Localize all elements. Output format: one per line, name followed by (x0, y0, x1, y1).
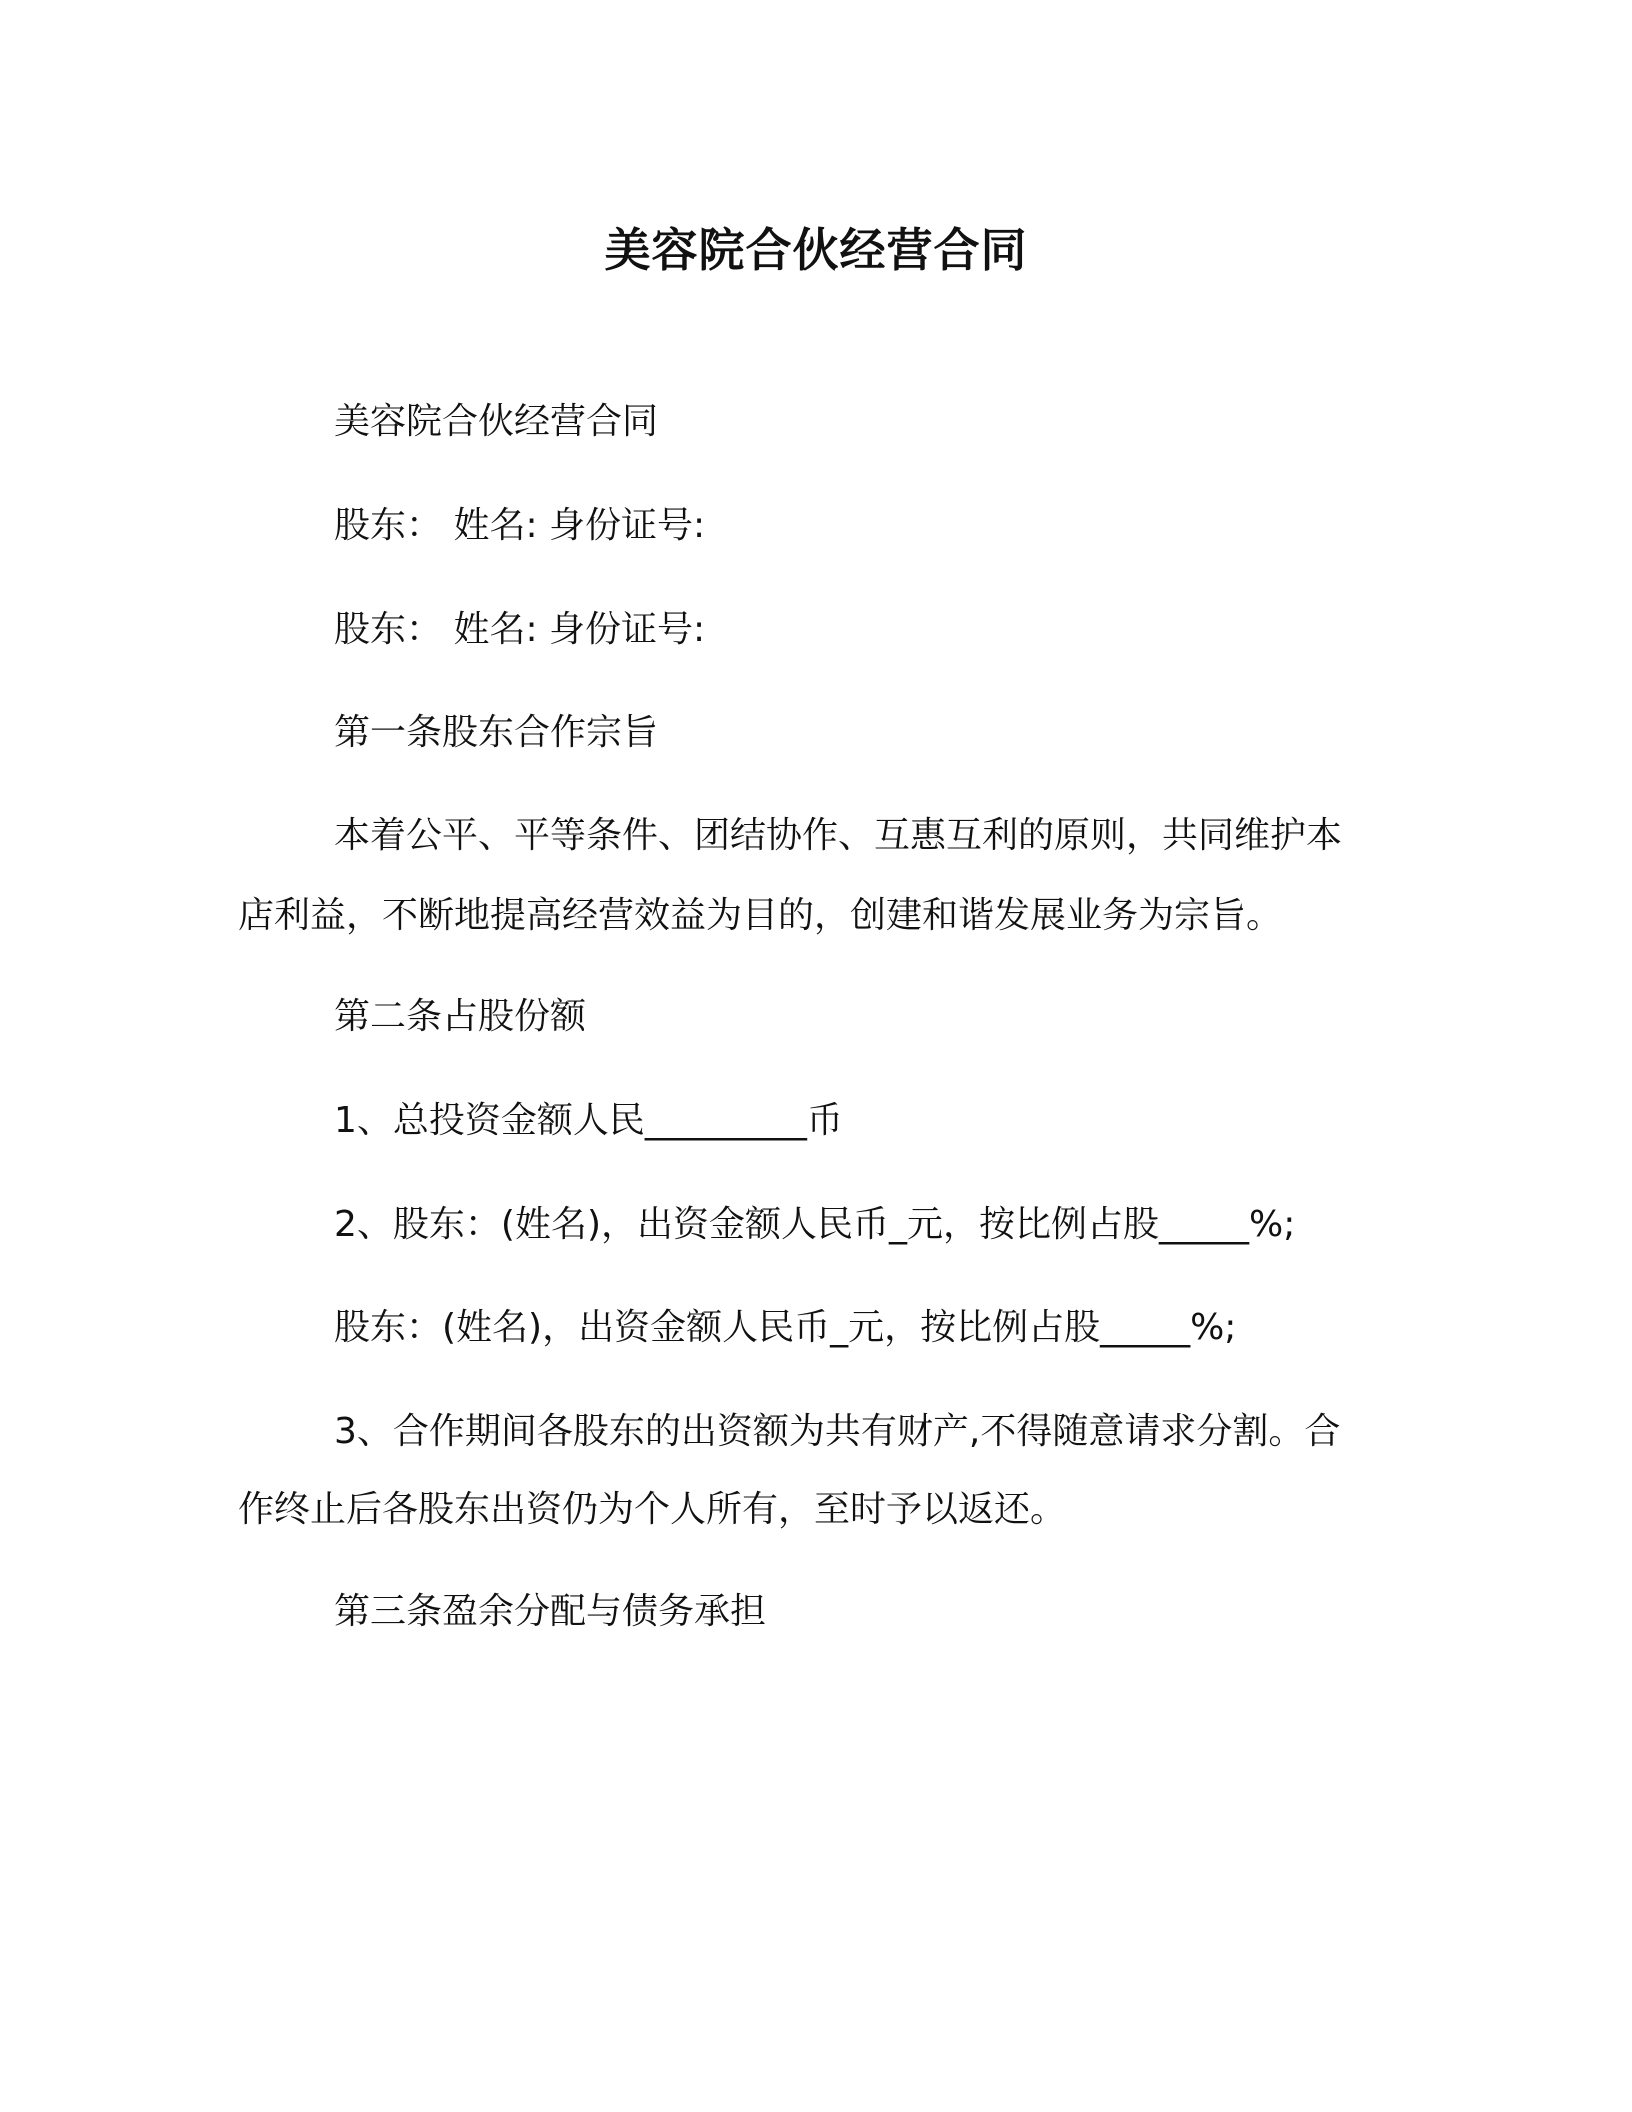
shareholder-line-2: 股东： 姓名: 身份证号: (334, 609, 706, 650)
article-1-text-line-1: 本着公平、平等条件、团结协作、互惠互利的原则，共同维护本 (334, 815, 1343, 856)
article-2-heading: 第二条占股份额 (334, 996, 587, 1037)
article-1-heading: 第一条股东合作宗旨 (334, 712, 659, 753)
shareholder-line-1: 股东： 姓名: 身份证号: (334, 505, 706, 546)
clause-2-3-line-1: 3、合作期间各股东的出资额为共有财产,不得随意请求分割。合 (334, 1411, 1341, 1452)
article-3-heading: 第三条盈余分配与债务承担 (334, 1591, 767, 1632)
contract-heading: 美容院合伙经营合同 (334, 401, 659, 442)
article-1-text-line-2: 店利益，不断地提高经营效益为目的，创建和谐发展业务为宗旨。 (238, 895, 1283, 936)
document-title: 美容院合伙经营合同 (604, 223, 1028, 277)
clause-2-2-second-shareholder: 股东：(姓名)，出资金额人民币_元，按比例占股_____%; (334, 1307, 1237, 1348)
clause-2-3-line-2: 作终止后各股东出资仍为个人所有，至时予以返还。 (238, 1489, 1067, 1530)
clause-2-1: 1、总投资金额人民_________币 (334, 1100, 843, 1141)
clause-2-2: 2、股东：(姓名)，出资金额人民币_元，按比例占股_____%; (334, 1204, 1296, 1245)
